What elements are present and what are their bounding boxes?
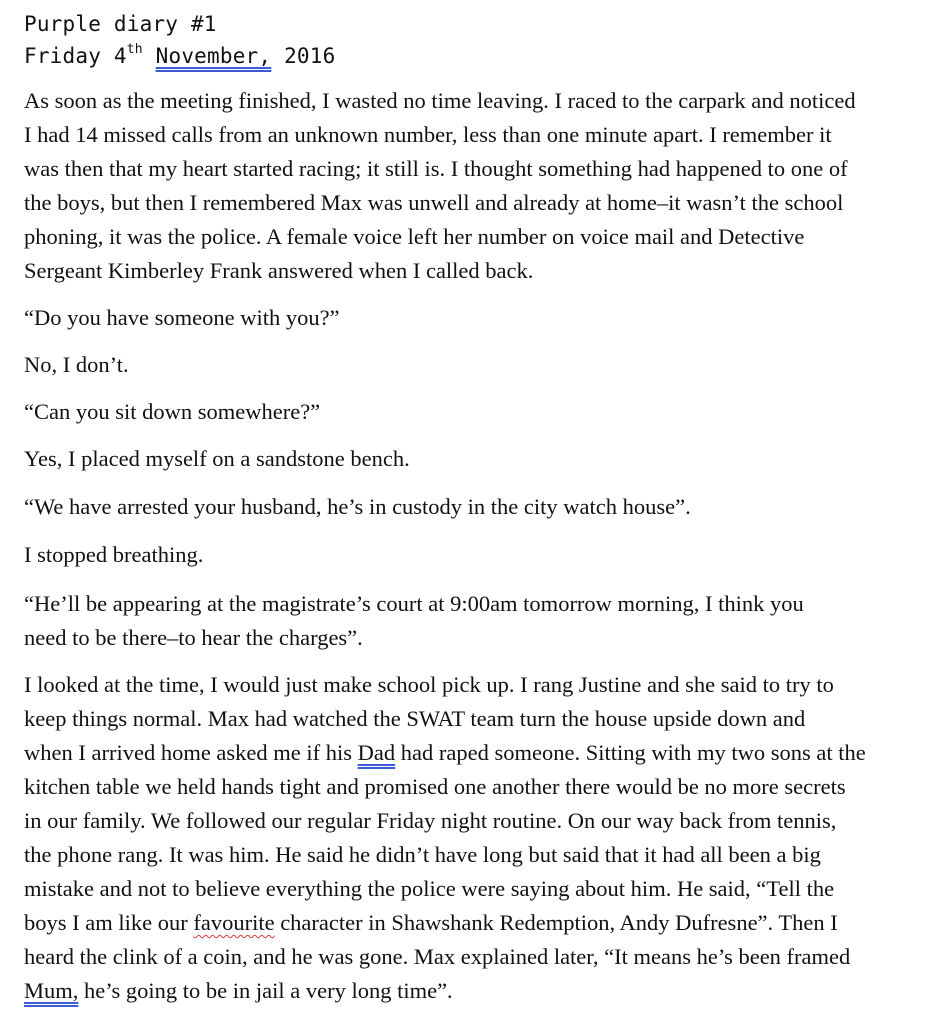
text-run: character in Shawshank Redemption, Andy Dufresne”. Then I [274,910,838,935]
text-line: “We have arrested your husband, he’s in custody in the city watch house”. [24,494,691,519]
text-line: “Can you sit down somewhere?” [24,399,321,424]
text-run: when I arrived home asked me if his [24,740,358,765]
spelling-flagged-word[interactable]: favourite [193,910,275,935]
paragraph-opening [24,84,929,288]
dialogue-answer-3 [24,538,929,572]
diary-date [24,42,335,70]
text-line: As soon as the meeting finished, I wasted no time leaving. I raced to the carpark and noticed [24,88,856,113]
text-run: boys I am like our [24,910,194,935]
text-line: in our family. We followed our regular Friday night routine. On our way back from tennis, [24,808,837,833]
grammar-flagged-word[interactable]: Mum, [24,978,79,1003]
text-line: No, I don’t. [24,352,129,377]
dialogue-answer-2 [24,442,929,476]
text-line: “He’ll be appearing at the magistrate’s court at 9:00am tomorrow morning, I think you [24,591,804,616]
text-line: the phone rang. It was him. He said he didn’t have long but said that it had all been a big [24,842,821,867]
grammar-flagged-word[interactable]: Dad [357,740,396,765]
text-line: need to be there–to hear the charges”. [24,625,363,650]
date-ordinal: th [126,42,143,57]
date-day: Friday 4 [24,44,127,68]
text-line: I looked at the time, I would just make school pick up. I rang Justine and she said to try to [24,672,834,697]
text-line [24,736,929,770]
text-line: I had 14 missed calls from an unknown number, less than one minute apart. I remember it [24,122,832,147]
dialogue-question-3 [24,490,929,524]
text-line: was then that my heart started racing; it still is. I thought something had happened to one of [24,156,848,181]
text-line: Sergeant Kimberley Frank answered when I called back. [24,258,534,283]
text-line: heard the clink of a coin, and he was gone. Max explained later, “It means he’s been framed [24,944,851,969]
text-line: Yes, I placed myself on a sandstone bench. [24,446,410,471]
dialogue-question-2 [24,395,929,429]
paragraph-closing [24,668,929,1008]
text-line: “Do you have someone with you?” [24,305,340,330]
text-line: mistake and not to believe everything the police were saying about him. He said, “Tell the [24,876,835,901]
text-run: he’s going to be in jail a very long time”. [78,978,453,1003]
text-line: the boys, but then I remembered Max was unwell and already at home–it wasn’t the school [24,190,844,215]
text-line: kitchen table we held hands tight and promised one another there would be no more secrets [24,774,846,799]
text-line: keep things normal. Max had watched the SWAT team turn the house upside down and [24,706,806,731]
diary-title: Purple diary #1 [24,12,217,36]
text-line [24,906,929,940]
text-line [24,974,929,1008]
text-line: I stopped breathing. [24,542,204,567]
text-run: had raped someone. Sitting with my two sons at the [395,740,866,765]
date-year: 2016 [271,44,336,68]
text-line: phoning, it was the police. A female voice left her number on voice mail and Detective [24,224,805,249]
dialogue-answer-1 [24,348,929,382]
date-month-flagged[interactable]: November, [155,44,272,68]
dialogue-question-1 [24,301,929,335]
dialogue-question-4 [24,587,929,655]
